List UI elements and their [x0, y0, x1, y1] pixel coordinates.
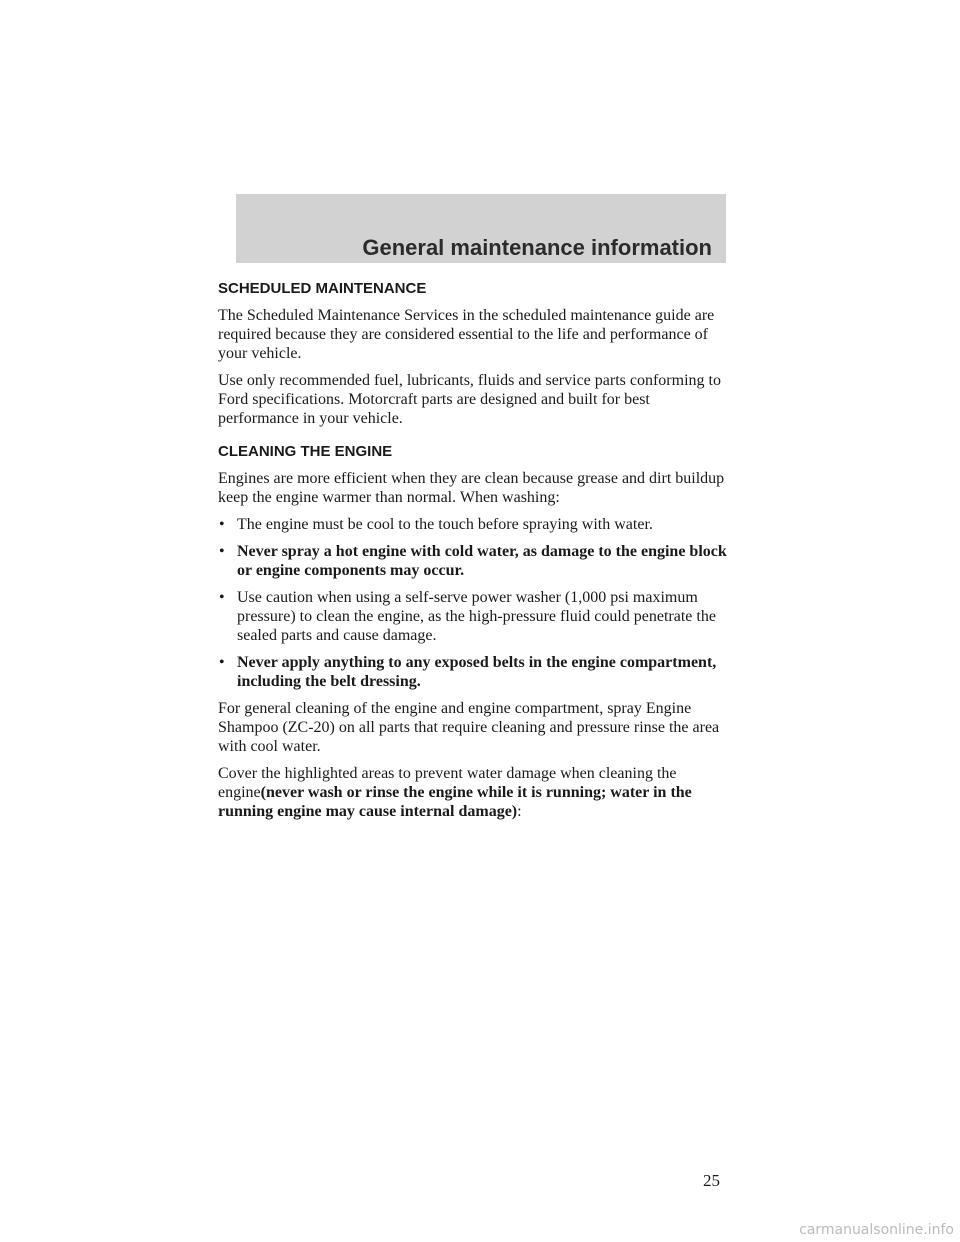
scheduled-maintenance-paragraph-2: Use only recommended fuel, lubricants, fluids and service parts conforming to Ford specifications. Motorcraft parts are designed and built for best performance in your vehicle. — [218, 372, 721, 427]
cover-areas-text: Cover the highlighted areas to prevent water damage when cleaning the engine — [218, 765, 677, 801]
bullet-item-hot-engine-warning — [218, 542, 728, 580]
watermark-text: carmanualsonline.info — [799, 1222, 954, 1238]
bullet-item-power-washer — [218, 588, 728, 645]
heading-scheduled-maintenance: SCHEDULED MAINTENANCE — [218, 280, 427, 297]
bullet-icon: • — [219, 543, 225, 560]
cleaning-intro-paragraph: Engines are more efficient when they are clean because grease and dirt buildup keep the engine warmer than normal. When washing: — [218, 470, 725, 506]
bullet-icon: • — [219, 516, 225, 533]
section-header-title: General maintenance information — [362, 235, 712, 260]
bullet-item-cool-engine — [218, 515, 728, 534]
bullet-text: Never spray a hot engine with cold water, as damage to the engine block or engine components may occur. — [237, 543, 727, 579]
bullet-icon: • — [219, 589, 225, 606]
bullet-text: The engine must be cool to the touch before spraying with water. — [237, 516, 653, 533]
cover-areas-warning: (never wash or rinse the engine while it is running; water in the running engine may cause internal damage) — [218, 784, 692, 820]
scheduled-maintenance-paragraph-1: The Scheduled Maintenance Services in the scheduled maintenance guide are required because they are considered essential to the life and performance of your vehicle. — [218, 307, 715, 362]
general-cleaning-paragraph: For general cleaning of the engine and engine compartment, spray Engine Shampoo (ZC-20) on all parts that require cleaning and pressure rinse the area with cool water. — [218, 700, 720, 755]
page-content — [218, 279, 728, 829]
cover-areas-paragraph — [218, 764, 728, 821]
page-number: 25 — [703, 1171, 720, 1190]
cleaning-bullet-list — [218, 515, 728, 691]
bullet-text: Never apply anything to any exposed belts in the engine compartment, including the belt dressing. — [237, 654, 717, 690]
bullet-text: Use caution when using a self-serve power washer (1,000 psi maximum pressure) to clean the engine, as the high-pressure fluid could penetrate the sealed parts and cause damage. — [237, 589, 716, 644]
cover-areas-end: : — [517, 803, 522, 820]
section-header-band — [236, 194, 726, 263]
bullet-item-belts-warning — [218, 653, 728, 691]
bullet-icon: • — [219, 654, 225, 671]
heading-cleaning-the-engine: CLEANING THE ENGINE — [218, 443, 393, 460]
